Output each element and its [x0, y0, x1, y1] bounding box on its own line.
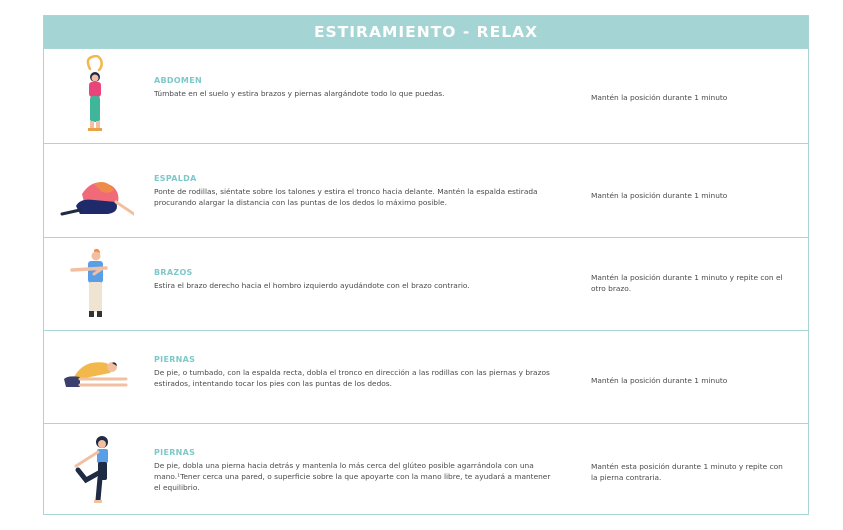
exercise-description: Ponte de rodillas, siéntate sobre los talones y estira el tronco hacia delante. Mantén la espalda estirada procurando alargar la distancia con las puntas de los dedos lo máximo posible.: [154, 187, 538, 207]
exercise-title: PIERNAS: [154, 355, 196, 364]
arm-stretch-figure-icon: [54, 244, 134, 326]
kneeling-stretch-figure-icon: [54, 150, 134, 232]
table-row: [44, 423, 808, 515]
seated-forward-bend-figure-icon: [54, 337, 134, 419]
exercise-description: Túmbate en el suelo y estira brazos y piernas alargándote todo lo que puedas.: [154, 89, 445, 98]
table-row: [44, 237, 808, 330]
table-row: [44, 48, 808, 143]
standing-stretch-figure-icon: [54, 55, 134, 137]
quad-stretch-figure-icon: [54, 430, 134, 512]
exercise-title: ESPALDA: [154, 174, 197, 183]
exercise-title: ABDOMEN: [154, 76, 202, 85]
exercise-note: Mantén la posición durante 1 minuto: [591, 93, 728, 102]
exercise-note: Mantén la posición durante 1 minuto: [591, 191, 728, 200]
stretch-table: [43, 15, 809, 515]
exercise-note: Mantén esta posición durante 1 minuto y repite con la pierna contraria.: [591, 462, 783, 482]
table-header: ESTIRAMIENTO - RELAX: [44, 16, 808, 48]
exercise-note: Mantén la posición durante 1 minuto: [591, 376, 728, 385]
exercise-title: PIERNAS: [154, 448, 196, 457]
table-row: [44, 330, 808, 423]
exercise-description: Estira el brazo derecho hacia el hombro izquierdo ayudándote con el brazo contrario.: [154, 281, 470, 290]
exercise-description: De pie, o tumbado, con la espalda recta, dobla el tronco en dirección a las rodillas con las piernas y brazos estirados, intentando tocar los pies con las puntas de los dedos.: [154, 368, 550, 388]
table-row: [44, 143, 808, 237]
exercise-title: BRAZOS: [154, 268, 193, 277]
exercise-note: Mantén la posición durante 1 minuto y repite con el otro brazo.: [591, 273, 783, 293]
exercise-description: De pie, dobla una pierna hacia detrás y mantenla lo más cerca del glúteo posible agarrándola con una mano.¹Tener cerca una pared, o superficie sobre la que apoyarte con la mano libre, te ayudará a mantener el equilibrio.: [154, 461, 551, 492]
